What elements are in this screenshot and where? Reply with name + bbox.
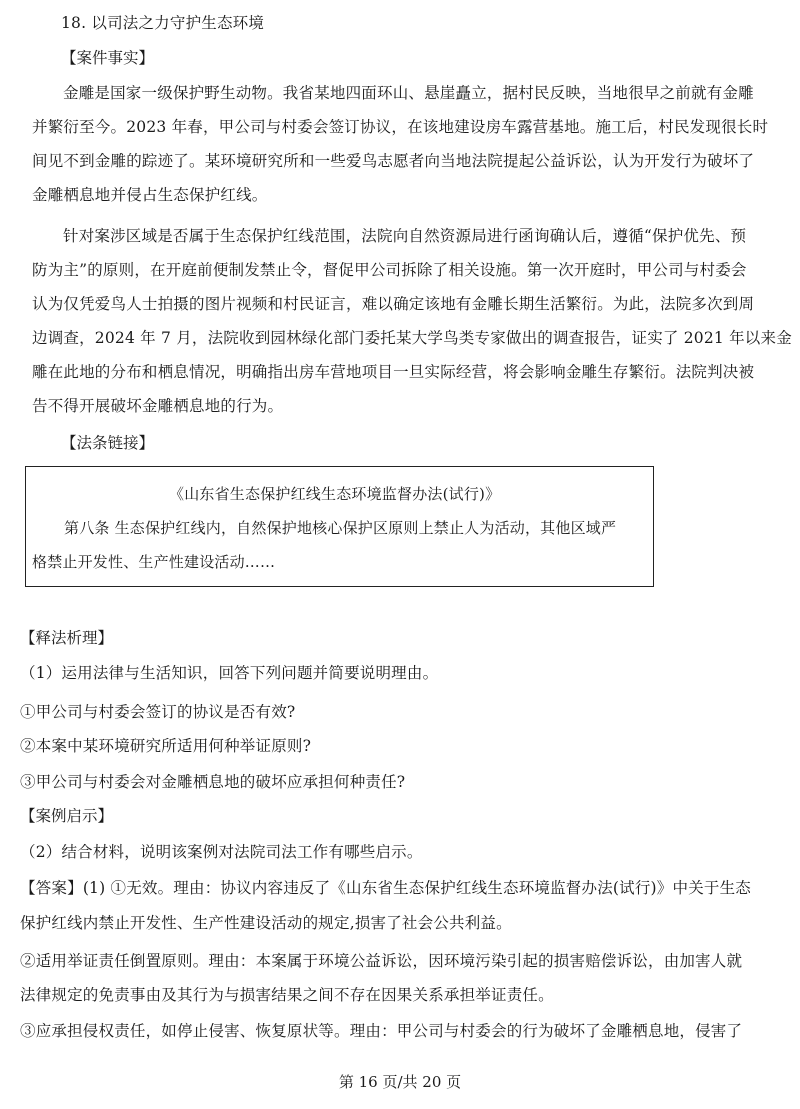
paragraph-line: 针对案涉区域是否属于生态保护红线范围，法院向自然资源局进行函询确认后，遵循“保护优先、预 (63, 227, 747, 245)
law-article-line: 格禁止开发性、生产性建设活动…… (32, 553, 276, 571)
facts-heading: 【案件事实】 (61, 49, 155, 67)
law-heading: 【法条链接】 (61, 434, 155, 452)
law-article-line: 第八条 生态保护红线内，自然保护地核心保护区原则上禁止人为活动，其他区域严 (64, 519, 617, 537)
paragraph-line: 金雕是国家一级保护野生动物。我省某地四面环山、悬崖矗立，据村民反映，当地很早之前就有金雕 (63, 84, 754, 102)
paragraph-line: 防为主”的原则，在开庭前便制发禁止令，督促甲公司拆除了相关设施。第一次开庭时，甲公司与村委会 (32, 261, 747, 279)
question-line: ②本案中某环境研究所适用何种举证原则? (20, 737, 312, 755)
answer-line: 法律规定的免责事由及其行为与损害结果之间不存在因果关系承担举证责任。 (20, 986, 554, 1004)
question-line: （1）运用法律与生活知识，回答下列问题并简要说明理由。 (20, 664, 439, 682)
question-line: ③甲公司与村委会对金雕栖息地的破坏应承担何种责任? (20, 773, 406, 791)
paragraph-line: 间见不到金雕的踪迹了。某环境研究所和一些爱鸟志愿者向当地法院提起公益诉讼，认为开发行为破坏了 (32, 152, 755, 170)
analysis-heading: 【释法析理】 (20, 629, 114, 647)
answer-line: ②适用举证责任倒置原则。理由：本案属于环境公益诉讼，因环境污染引起的损害赔偿诉讼，由加害人就 (20, 952, 743, 970)
law-title: 《山东省生态保护红线生态环境监督办法(试行)》 (169, 485, 501, 503)
question-title: 18. 以司法之力守护生态环境 (61, 14, 265, 32)
inspiration-heading: 【案例启示】 (20, 807, 114, 825)
answer-line (20, 878, 751, 898)
paragraph-line: 边调查，2024 年 7 月，法院收到园林绿化部门委托某大学鸟类专家做出的调查报告，证实了 2021 年以来金 (32, 329, 792, 347)
paragraph-line: 金雕栖息地并侵占生态保护红线。 (32, 186, 268, 204)
paragraph-line: 认为仅凭爱鸟人士拍摄的图片视频和村民证言，难以确定该地有金雕长期生活繁衍。为此，法院多次到周 (32, 295, 755, 313)
paragraph-line: 雕在此地的分布和栖息情况，明确指出房车营地项目一旦实际经营，将会影响金雕生存繁衍。法院判决被 (32, 363, 755, 381)
page-number: 第 16 页/共 20 页 (338, 1073, 462, 1091)
answer-line: ③应承担侵权责任，如停止侵害、恢复原状等。理由：甲公司与村委会的行为破坏了金雕栖息地，侵害了 (20, 1022, 743, 1040)
question-line: ①甲公司与村委会签订的协议是否有效? (20, 703, 296, 721)
paragraph-line: 并繁衍至今。2023 年春，甲公司与村委会签订协议，在该地建设房车露营基地。施工后，村民发现很长时 (32, 118, 769, 136)
answer-label: 【答案】 (20, 879, 83, 897)
answer-text: (1) ①无效。理由：协议内容违反了《山东省生态保护红线生态环境监督办法(试行)》中关于生态 (82, 879, 751, 897)
answer-line: 保护红线内禁止开发性、生产性建设活动的规定,损害了社会公共利益。 (20, 914, 512, 932)
question-line: （2）结合材料，说明该案例对法院司法工作有哪些启示。 (20, 843, 423, 861)
paragraph-line: 告不得开展破坏金雕栖息地的行为。 (32, 397, 284, 415)
law-excerpt-box (25, 466, 654, 587)
